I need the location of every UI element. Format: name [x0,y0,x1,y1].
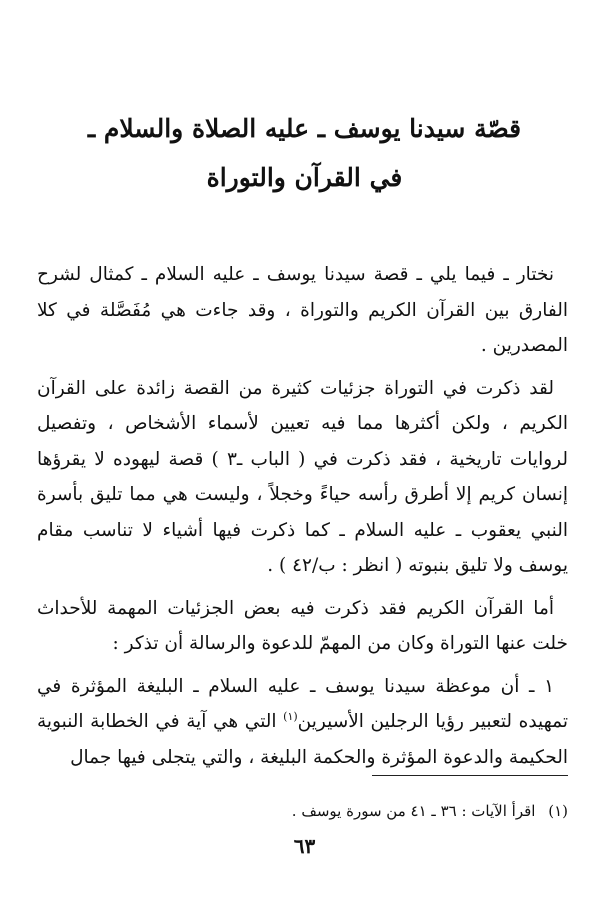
paragraph-intro: نختار ـ فيما يلي ـ قصة سيدنا يوسف ـ عليه السلام ـ كمثال لشرح الفارق بين القرآن الكريم والتوراة ، وقد جاءت هي مُفَصَّلة في كلا المصدرين . [37,264,568,356]
chapter-title-line-2: في القرآن والتوراة [206,163,403,192]
point-1-text-start: ١ ـ أن موعظة سيدنا يوسف ـ عليه السلام ـ البليغة المؤثرة في تمهيده لتعبير رؤيا الرجلين الأسيرين [37,675,568,732]
body-text [37,257,568,775]
paragraph-torah-details: لقد ذكرت في التوراة جزئيات كثيرة من القصة زائدة على القرآن الكريم ، ولكن أكثرها مما فيه تعيين لأسماء الأشخاص ، وتفصيل لروايات تاريخية ، فقد ذكرت في ( الباب ـ٣ ) قصة ليهوده لا يقرؤها إنسان كريم إلا أطرق رأسه حياءً وخجلاً ، وليست هي مما تليق بأسرة النبي يعقوب ـ عليه السلام ـ كما ذكرت فيها أشياء لا تناسب مقام يوسف ولا تليق بنبوته ( انظر : ب/٤٢ ) . [37,377,568,576]
page-number: ٦٣ [293,834,316,858]
footnote-number: (١) [548,802,568,820]
footnote-text: اقرأ الآيات : ٣٦ ـ ٤١ من سورة يوسف . [291,802,536,820]
point-1-text-end: التي هي آية في الخطابة النبوية الحكيمة والدعوة المؤثرة والحكمة البليغة ، والتي يتجلى فيها جمال [37,711,568,768]
footnote-reference-mark: (١) [283,709,298,723]
paragraph-point-1 [37,669,568,776]
chapter-title-line-1: قصّة سيدنا يوسف ـ عليه الصلاة والسلام ـ [87,114,522,143]
footnote-divider [372,775,568,776]
paragraph-quran-details: أما القرآن الكريم فقد ذكرت فيه بعض الجزئيات المهمة للأحداث خلت عنها التوراة وكان من المهمّ للدعوة والرسالة أن تذكر : [37,597,568,654]
footnote [37,800,568,822]
